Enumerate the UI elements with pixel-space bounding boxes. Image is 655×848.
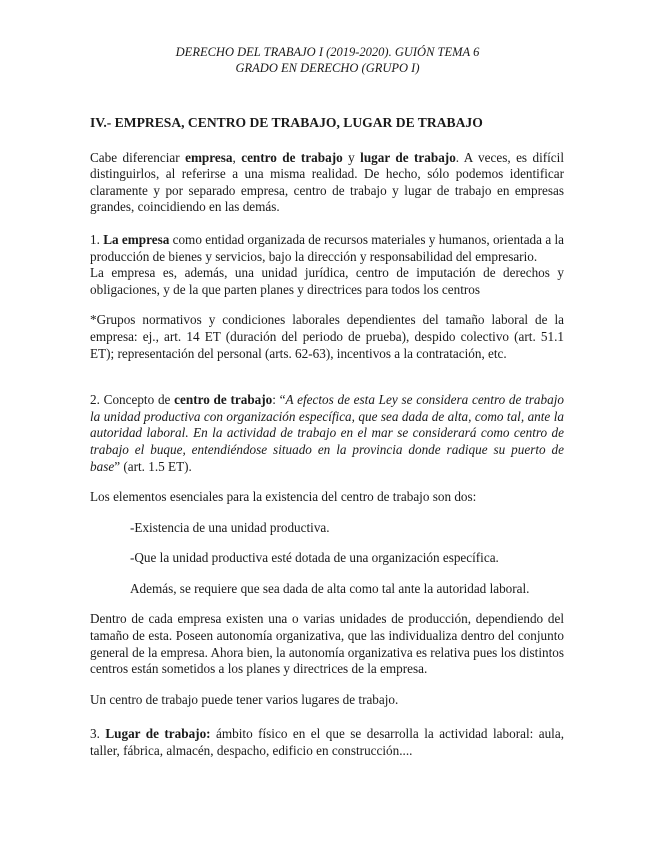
intro-paragraph (90, 150, 564, 216)
intro-text-4: . A veces, es difícil distinguirlos, al referirse a una misma realidad. De hecho, sólo podemos identificar claramente y por separado empresa, centro de trabajo y lugar de trabajo en empresas grandes, coincidiendo en las demás. (90, 149, 564, 215)
intro-term-empresa: empresa (185, 149, 233, 165)
lugar-number: 3. (90, 726, 106, 742)
element-organizacion: -Que la unidad productiva esté dotada de una organización específica. (130, 550, 499, 566)
centro-legal-quote: A efectos de esta Ley se considera centro de trabajo la unidad productiva con organización específica, que sea dada de alta, como tal, ante la autoridad laboral. En la actividad de trabajo en el mar se considerará como centro de trabajo el buque, entendiéndose situado en la provincia donde radique su puerto de base (90, 392, 564, 474)
section-title: IV.- EMPRESA, CENTRO DE TRABAJO, LUGAR DE TRABAJO (90, 115, 483, 130)
centro-term: centro de trabajo (174, 392, 273, 408)
page-header (0, 44, 655, 76)
intro-text-1: Cabe diferenciar (90, 149, 186, 165)
element-unidad-productiva: -Existencia de una unidad productiva. (130, 519, 330, 535)
empresa-note-paragraph: *Grupos normativos y condiciones laborales dependientes del tamaño laboral de la empresa: ej., art. 14 ET (duración del periodo de prueba), despido colectivo (art. 51.1 ET); representación del personal (arts. 62-63), incentivos a la contratación, etc. (90, 312, 564, 361)
element-alta: Además, se requiere que sea dada de alta como tal ante la autoridad laboral. (130, 580, 530, 596)
header-line-degree: GRADO EN DERECHO (GRUPO I) (235, 61, 420, 75)
empresa-juridica-paragraph: La empresa es, además, una unidad jurídica, centro de imputación de derechos y obligaciones, y de la que parten planes y directrices para todos los centros (90, 265, 564, 297)
intro-text-3: y (342, 149, 361, 165)
intro-text-2: , (232, 149, 242, 165)
elements-intro: Los elementos esenciales para la existencia del centro de trabajo son dos: (90, 489, 477, 505)
unidades-paragraph: Dentro de cada empresa existen una o varias unidades de producción, dependiendo del tamaño de esta. Poseen autonomía organizativa, que las individualiza dentro del conjunto general de la empresa. Ahora bien, la autonomía organizativa es relativa pues los distintos centros están sometidos a los planes y directrices de la empresa. (90, 611, 564, 677)
lugar-definition (90, 726, 564, 759)
empresa-def-text: como entidad organizada de recursos materiales y humanos, orientada a la producción de bienes y servicios, bajo la dirección y responsabilidad del empresario. (90, 231, 565, 264)
centro-citation: ” (art. 1.5 ET). (114, 458, 192, 474)
empresa-term: La empresa (103, 231, 170, 247)
lugar-def-text: ámbito físico en el que se desarrolla la actividad laboral: aula, taller, fábrica, almacén, despacho, edificio en construcción.... (90, 726, 564, 759)
intro-term-lugar: lugar de trabajo (360, 149, 456, 165)
document-body (90, 115, 564, 760)
centro-number: 2. Concepto de (90, 392, 175, 408)
intro-term-centro: centro de trabajo (241, 149, 343, 165)
centro-colon: : “ (272, 392, 286, 408)
empresa-definition (90, 232, 564, 265)
centro-definition (90, 392, 564, 475)
lugares-paragraph: Un centro de trabajo puede tener varios lugares de trabajo. (90, 691, 399, 707)
header-line-course: DERECHO DEL TRABAJO I (2019-2020). GUIÓN TEMA 6 (175, 45, 480, 59)
lugar-term: Lugar de trabajo: (105, 726, 211, 742)
empresa-number: 1. (90, 231, 104, 247)
